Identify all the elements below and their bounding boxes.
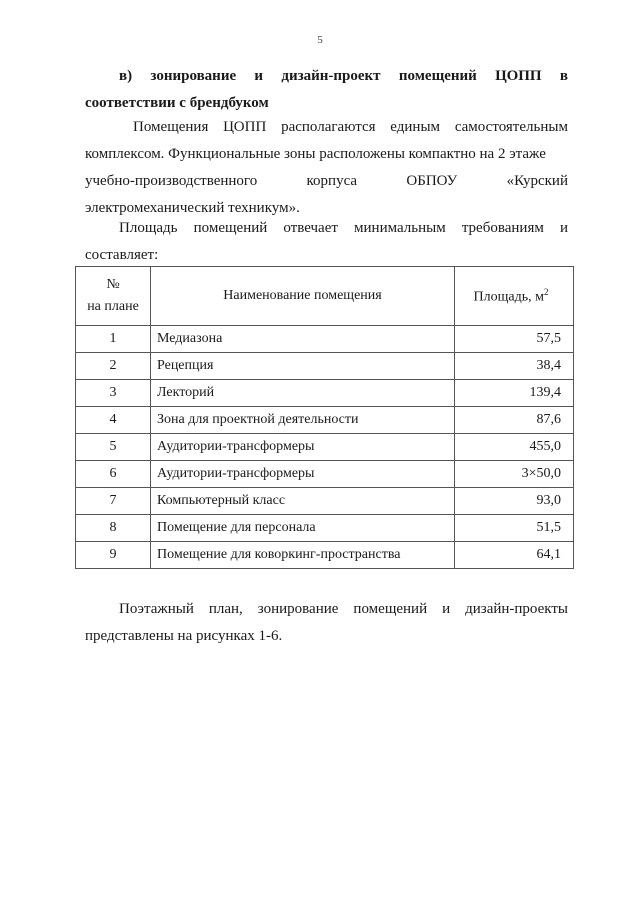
row-area: 139,4 (455, 380, 574, 407)
row-name: Аудитории-трансформеры (151, 434, 455, 461)
header-area-text: Площадь, м (473, 289, 544, 305)
row-num: 8 (76, 515, 151, 542)
table-body (76, 326, 574, 569)
header-num-line2: на плане (87, 299, 139, 314)
word: и (442, 601, 451, 617)
row-name: Лекторий (151, 380, 455, 407)
word: требованиям (461, 220, 544, 236)
row-num: 4 (76, 407, 151, 434)
word: единым (390, 119, 441, 135)
word: Помещения (133, 119, 209, 135)
word: помещений (193, 220, 268, 236)
heading-word: в (559, 68, 568, 84)
paragraph-line (85, 168, 568, 195)
heading-word: ЦОПП (495, 68, 542, 84)
paragraph-floorplan (85, 596, 568, 650)
heading-word: дизайн-проект (281, 68, 381, 84)
row-name: Помещение для коворкинг-пространства (151, 542, 455, 569)
table-row (76, 515, 574, 542)
paragraph-line: представлены на рисунках 1-6. (85, 628, 283, 644)
table-row (76, 326, 574, 353)
paragraph-line (85, 596, 568, 623)
heading-word: и (254, 68, 264, 84)
word: минимальным (354, 220, 446, 236)
word: ЦОПП (223, 119, 267, 135)
row-name: Помещение для персонала (151, 515, 455, 542)
word: помещений (353, 601, 428, 617)
word: учебно-производственного (85, 173, 258, 189)
header-area (455, 267, 574, 326)
row-name: Аудитории-трансформеры (151, 461, 455, 488)
paragraph-line: комплексом. Функциональные зоны расположены компактно на 2 этаже (85, 146, 546, 162)
row-num: 2 (76, 353, 151, 380)
row-num: 5 (76, 434, 151, 461)
row-name: Рецепция (151, 353, 455, 380)
word: план, (208, 601, 243, 617)
word: корпуса (306, 173, 358, 189)
row-area: 455,0 (455, 434, 574, 461)
word: Площадь (119, 220, 178, 236)
row-num: 3 (76, 380, 151, 407)
paragraph-line (85, 215, 568, 242)
page-number: 5 (317, 34, 323, 46)
row-name: Компьютерный класс (151, 488, 455, 515)
word: располагаются (281, 119, 376, 135)
row-name: Медиазона (151, 326, 455, 353)
heading-word: в) (119, 68, 133, 84)
row-num: 9 (76, 542, 151, 569)
paragraph-area (85, 215, 568, 269)
table-row (76, 434, 574, 461)
row-area: 93,0 (455, 488, 574, 515)
row-num: 1 (76, 326, 151, 353)
header-area-sup: 2 (543, 286, 549, 297)
paragraph-line: электромеханический техникум». (85, 200, 300, 216)
word: отвечает (283, 220, 338, 236)
heading-word: зонирование (150, 68, 237, 84)
word: «Курский (506, 173, 568, 189)
heading-line-1 (85, 63, 568, 90)
table-row (76, 380, 574, 407)
word: самостоятельным (454, 119, 568, 135)
heading-line-2: соответствии с брендбуком (85, 95, 269, 111)
table-row (76, 461, 574, 488)
row-area: 64,1 (455, 542, 574, 569)
table-row (76, 353, 574, 380)
table-row (76, 542, 574, 569)
paragraph-line: составляет: (85, 247, 159, 263)
table-header-row (76, 267, 574, 326)
header-name: Наименование помещения (151, 267, 455, 326)
row-area: 57,5 (455, 326, 574, 353)
row-name: Зона для проектной деятельности (151, 407, 455, 434)
word: ОБПОУ (406, 173, 458, 189)
header-num-line1: № (106, 277, 120, 292)
word: Поэтажный (119, 601, 194, 617)
header-num (76, 267, 151, 326)
table-row (76, 407, 574, 434)
paragraph-premises (85, 114, 568, 222)
row-num: 7 (76, 488, 151, 515)
row-area: 87,6 (455, 407, 574, 434)
section-heading (85, 63, 568, 117)
row-area: 38,4 (455, 353, 574, 380)
word: и (559, 220, 568, 236)
row-area: 51,5 (455, 515, 574, 542)
row-num: 6 (76, 461, 151, 488)
word: дизайн-проекты (465, 601, 568, 617)
heading-word: помещений (398, 68, 477, 84)
row-area: 3×50,0 (455, 461, 574, 488)
rooms-table (75, 266, 574, 569)
paragraph-line (85, 114, 568, 141)
word: зонирование (257, 601, 339, 617)
table-row (76, 488, 574, 515)
